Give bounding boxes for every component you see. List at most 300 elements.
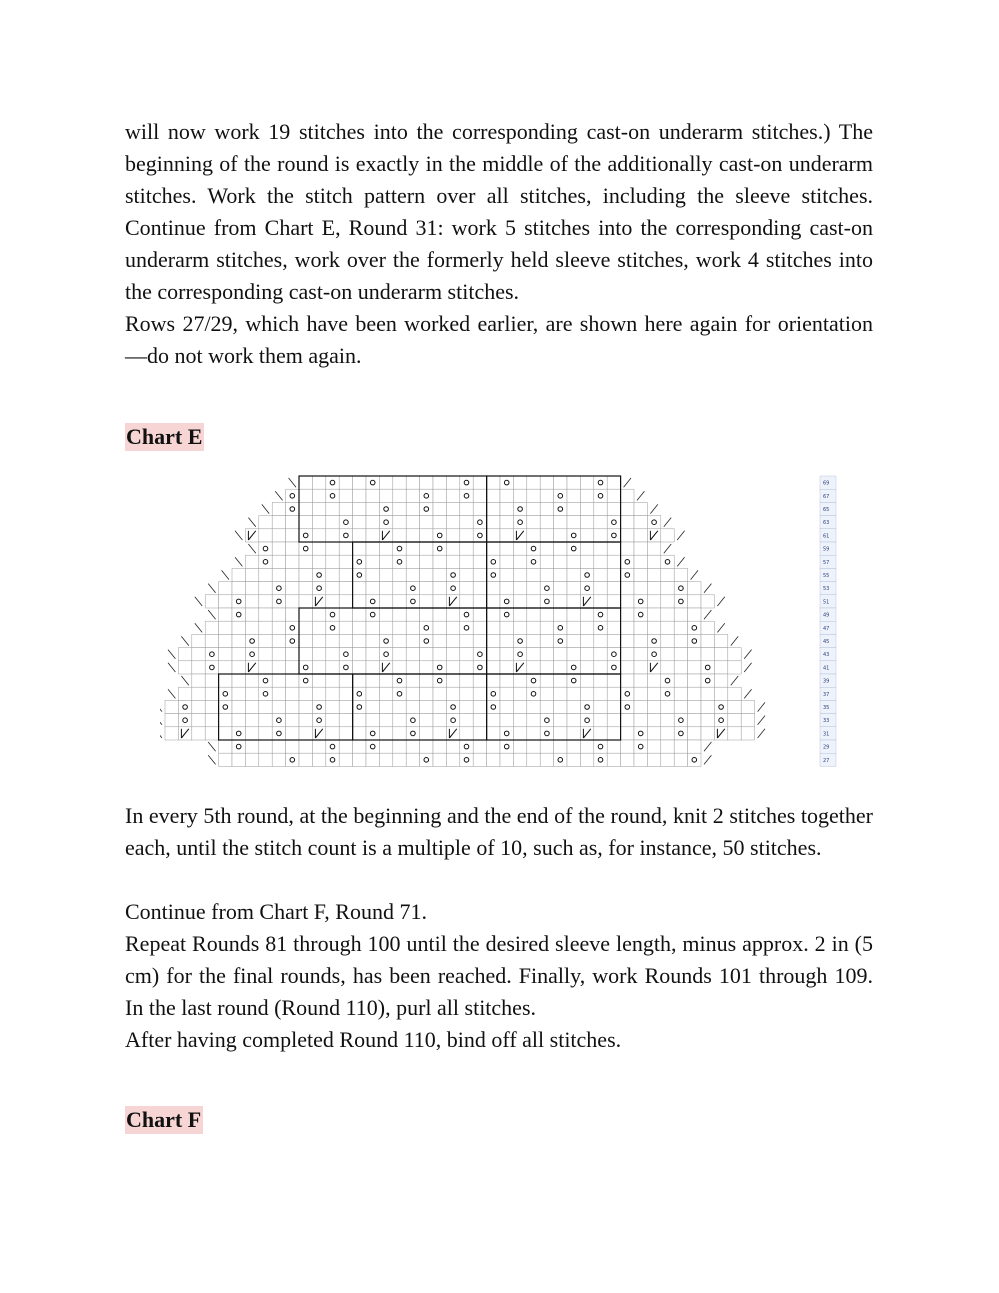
chart-cell <box>393 542 406 555</box>
chart-cell <box>607 687 620 700</box>
chart-cell <box>272 634 285 647</box>
chart-cell <box>205 727 218 740</box>
chart-cell <box>366 753 379 766</box>
chart-cell <box>500 687 513 700</box>
chart-cell <box>634 700 647 713</box>
chart-cell <box>621 608 634 621</box>
chart-cell <box>460 621 473 634</box>
chart-cell <box>420 555 433 568</box>
chart-cell <box>527 502 540 515</box>
decrease-symbol <box>704 742 711 751</box>
chart-cell <box>299 687 312 700</box>
chart-cell <box>312 542 325 555</box>
chart-cell <box>527 621 540 634</box>
chart-cell <box>554 714 567 727</box>
chart-cell <box>714 714 727 727</box>
chart-cell <box>540 687 553 700</box>
chart-cell <box>420 568 433 581</box>
chart-cell <box>621 582 634 595</box>
chart-cell <box>299 634 312 647</box>
chart-cell <box>688 595 701 608</box>
chart-cell <box>661 714 674 727</box>
chart-cell <box>741 714 754 727</box>
chart-cell <box>728 700 741 713</box>
chart-cell <box>326 661 339 674</box>
chart-cell <box>286 661 299 674</box>
chart-cell <box>339 568 352 581</box>
chart-cell <box>714 700 727 713</box>
round-number: 59 <box>823 546 830 553</box>
chart-cell <box>393 753 406 766</box>
chart-cell <box>272 502 285 515</box>
chart-cell <box>607 714 620 727</box>
round-number: 39 <box>823 678 830 685</box>
chart-cell <box>433 700 446 713</box>
chart-cell <box>540 555 553 568</box>
chart-cell <box>339 621 352 634</box>
chart-cell <box>701 687 714 700</box>
chart-cell <box>353 582 366 595</box>
chart-cell <box>406 529 419 542</box>
chart-cell <box>701 621 714 634</box>
chart-cell <box>567 727 580 740</box>
chart-cell <box>460 476 473 489</box>
chart-cell <box>192 714 205 727</box>
chart-cell <box>647 582 660 595</box>
chart-cell <box>339 700 352 713</box>
chart-cell <box>232 621 245 634</box>
chart-cell <box>259 700 272 713</box>
decrease-symbol <box>160 716 162 725</box>
chart-cell <box>728 714 741 727</box>
chart-cell <box>326 502 339 515</box>
chart-cell <box>580 753 593 766</box>
chart-cell <box>446 542 459 555</box>
chart-cell <box>500 502 513 515</box>
chart-cell <box>714 661 727 674</box>
chart-cell <box>420 608 433 621</box>
chart-cell <box>393 621 406 634</box>
chart-cell <box>326 621 339 634</box>
chart-cell <box>286 555 299 568</box>
chart-cell <box>178 714 191 727</box>
chart-cell <box>554 687 567 700</box>
chart-cell <box>393 674 406 687</box>
chart-cell <box>647 700 660 713</box>
chart-cell <box>714 687 727 700</box>
chart-cell <box>554 476 567 489</box>
chart-cell <box>540 661 553 674</box>
chart-cell <box>339 714 352 727</box>
chart-cell <box>272 648 285 661</box>
chart-cell <box>607 648 620 661</box>
chart-cell <box>487 516 500 529</box>
chart-cell <box>178 687 191 700</box>
chart-cell <box>406 674 419 687</box>
chart-cell <box>540 608 553 621</box>
chart-cell <box>661 595 674 608</box>
chart-cell <box>540 740 553 753</box>
decrease-symbol <box>691 570 698 579</box>
chart-cell <box>286 529 299 542</box>
chart-cell <box>674 727 687 740</box>
chart-cell <box>259 661 272 674</box>
chart-cell <box>272 608 285 621</box>
chart-cell <box>366 608 379 621</box>
chart-cell <box>379 476 392 489</box>
chart-cell <box>219 700 232 713</box>
chart-cell <box>674 700 687 713</box>
chart-cell <box>460 529 473 542</box>
decrease-symbol <box>275 491 282 500</box>
chart-cell <box>232 740 245 753</box>
chart-cell <box>701 634 714 647</box>
chart-cell <box>339 529 352 542</box>
chart-cell <box>326 753 339 766</box>
chart-cell <box>259 714 272 727</box>
chart-cell <box>205 714 218 727</box>
decrease-symbol <box>181 636 188 645</box>
chart-cell <box>192 661 205 674</box>
chart-cell <box>420 476 433 489</box>
round-number: 35 <box>823 705 830 711</box>
chart-cell <box>540 529 553 542</box>
chart-cell <box>661 753 674 766</box>
chart-cell <box>433 568 446 581</box>
chart-cell <box>567 608 580 621</box>
chart-cell <box>728 661 741 674</box>
chart-cell <box>286 648 299 661</box>
chart-cell <box>500 700 513 713</box>
chart-cell <box>299 661 312 674</box>
chart-e-grid <box>160 472 850 772</box>
chart-cell <box>393 555 406 568</box>
chart-cell <box>554 727 567 740</box>
chart-cell <box>647 753 660 766</box>
chart-cell <box>661 608 674 621</box>
chart-cell <box>299 621 312 634</box>
chart-cell <box>420 740 433 753</box>
chart-cell <box>299 648 312 661</box>
chart-cell <box>607 568 620 581</box>
chart-cell <box>339 502 352 515</box>
chart-cell <box>312 621 325 634</box>
chart-cell <box>205 700 218 713</box>
chart-cell <box>621 489 634 502</box>
chart-cell <box>567 555 580 568</box>
chart-cell <box>513 687 526 700</box>
chart-cell <box>674 608 687 621</box>
chart-cell <box>353 476 366 489</box>
chart-cell <box>393 595 406 608</box>
chart-cell <box>487 568 500 581</box>
chart-cell <box>674 582 687 595</box>
chart-cell <box>688 634 701 647</box>
chart-cell <box>326 582 339 595</box>
chart-cell <box>527 608 540 621</box>
chart-cell <box>379 727 392 740</box>
paragraph-bind-off: After having completed Round 110, bind off all stitches. <box>125 1027 622 1052</box>
chart-cell <box>326 674 339 687</box>
chart-cell <box>299 582 312 595</box>
chart-cell <box>460 753 473 766</box>
chart-cell <box>326 489 339 502</box>
chart-cell <box>219 595 232 608</box>
chart-cell <box>192 674 205 687</box>
chart-cell <box>299 568 312 581</box>
chart-cell <box>272 727 285 740</box>
chart-cell <box>674 740 687 753</box>
decrease-symbol <box>704 755 711 764</box>
chart-cell <box>312 714 325 727</box>
chart-cell <box>500 674 513 687</box>
decrease-symbol <box>758 729 765 738</box>
chart-cell <box>540 542 553 555</box>
chart-cell <box>487 687 500 700</box>
chart-cell <box>393 529 406 542</box>
chart-cell <box>433 595 446 608</box>
decrease-symbol <box>195 623 202 632</box>
chart-cell <box>205 687 218 700</box>
chart-cell <box>406 542 419 555</box>
chart-cell <box>433 634 446 647</box>
chart-cell <box>312 674 325 687</box>
chart-cell <box>661 700 674 713</box>
chart-cell <box>487 555 500 568</box>
chart-cell <box>232 674 245 687</box>
chart-cell <box>353 727 366 740</box>
chart-cell <box>527 687 540 700</box>
chart-cell <box>688 740 701 753</box>
chart-cell <box>219 634 232 647</box>
chart-cell <box>487 674 500 687</box>
chart-cell <box>554 674 567 687</box>
chart-cell <box>460 700 473 713</box>
chart-cell <box>621 621 634 634</box>
chart-cell <box>594 648 607 661</box>
chart-cell <box>500 753 513 766</box>
chart-cell <box>299 555 312 568</box>
chart-cell <box>607 634 620 647</box>
chart-cell <box>259 687 272 700</box>
chart-cell <box>379 608 392 621</box>
chart-cell <box>580 582 593 595</box>
chart-cell <box>634 516 647 529</box>
chart-cell <box>326 727 339 740</box>
chart-cell <box>245 674 258 687</box>
chart-cell <box>353 595 366 608</box>
chart-cell <box>245 621 258 634</box>
chart-cell <box>420 700 433 713</box>
chart-cell <box>259 674 272 687</box>
chart-cell <box>594 516 607 529</box>
chart-cell <box>379 489 392 502</box>
chart-cell <box>634 529 647 542</box>
chart-cell <box>487 502 500 515</box>
chart-cell <box>272 700 285 713</box>
chart-cell <box>540 568 553 581</box>
chart-cell <box>580 648 593 661</box>
chart-cell <box>527 661 540 674</box>
chart-cell <box>527 740 540 753</box>
chart-cell <box>527 542 540 555</box>
chart-cell <box>353 687 366 700</box>
chart-cell <box>473 595 486 608</box>
chart-cell <box>634 648 647 661</box>
chart-cell <box>406 595 419 608</box>
chart-cell <box>286 542 299 555</box>
chart-cell <box>232 714 245 727</box>
round-number: 67 <box>823 493 830 500</box>
chart-cell <box>420 687 433 700</box>
chart-cell <box>540 714 553 727</box>
chart-cell <box>567 621 580 634</box>
chart-cell <box>433 555 446 568</box>
chart-cell <box>312 700 325 713</box>
chart-cell <box>433 542 446 555</box>
chart-cell <box>259 634 272 647</box>
chart-cell <box>420 648 433 661</box>
chart-cell <box>299 753 312 766</box>
chart-cell <box>594 687 607 700</box>
chart-cell <box>366 595 379 608</box>
paragraph-continue-chart-f: Continue from Chart F, Round 71. <box>125 899 427 924</box>
round-number: 47 <box>823 625 830 632</box>
decrease-symbol <box>664 544 671 553</box>
chart-cell <box>393 516 406 529</box>
chart-cell <box>661 529 674 542</box>
chart-cell <box>272 529 285 542</box>
decrease-symbol <box>704 610 711 619</box>
chart-cell <box>554 582 567 595</box>
chart-cell <box>259 740 272 753</box>
chart-cell <box>580 674 593 687</box>
chart-cell <box>259 753 272 766</box>
chart-cell <box>406 502 419 515</box>
chart-cell <box>286 582 299 595</box>
decrease-symbol <box>704 584 711 593</box>
chart-cell <box>594 542 607 555</box>
chart-cell <box>607 608 620 621</box>
chart-cell <box>379 700 392 713</box>
chart-cell <box>232 648 245 661</box>
chart-cell <box>460 502 473 515</box>
chart-cell <box>473 529 486 542</box>
chart-cell <box>433 714 446 727</box>
chart-cell <box>192 727 205 740</box>
chart-cell <box>460 687 473 700</box>
chart-cell <box>674 648 687 661</box>
chart-cell <box>406 608 419 621</box>
chart-cell <box>366 674 379 687</box>
chart-cell <box>621 595 634 608</box>
chart-cell <box>554 608 567 621</box>
decrease-symbol <box>744 663 751 672</box>
chart-cell <box>607 542 620 555</box>
chart-cell <box>178 648 191 661</box>
chart-cell <box>326 595 339 608</box>
chart-cell <box>688 608 701 621</box>
chart-cell <box>312 740 325 753</box>
chart-cell <box>594 502 607 515</box>
chart-cell <box>540 502 553 515</box>
chart-cell <box>688 661 701 674</box>
chart-cell <box>326 700 339 713</box>
chart-cell <box>513 595 526 608</box>
chart-cell <box>326 542 339 555</box>
chart-cell <box>366 634 379 647</box>
chart-cell <box>245 714 258 727</box>
paragraph-decrease-instructions: In every 5th round, at the beginning and the end of the round, knit 2 stitches together each, until the stitch count is a multiple of 10, such as, for instance, 50 stitches. <box>125 803 873 860</box>
chart-cell <box>661 661 674 674</box>
chart-cell <box>554 661 567 674</box>
chart-cell <box>487 582 500 595</box>
chart-cell <box>272 753 285 766</box>
chart-cell <box>647 648 660 661</box>
chart-cell <box>379 516 392 529</box>
chart-cell <box>366 700 379 713</box>
chart-cell <box>366 476 379 489</box>
chart-cell <box>286 595 299 608</box>
chart-cell <box>232 727 245 740</box>
chart-cell <box>446 634 459 647</box>
decrease-symbol <box>624 478 631 487</box>
chart-cell <box>245 582 258 595</box>
chart-cell <box>232 700 245 713</box>
chart-cell <box>554 595 567 608</box>
chart-cell <box>741 727 754 740</box>
chart-cell <box>433 648 446 661</box>
chart-cell <box>245 608 258 621</box>
chart-cell <box>487 529 500 542</box>
chart-cell <box>674 568 687 581</box>
chart-cell <box>460 740 473 753</box>
chart-cell <box>259 621 272 634</box>
chart-cell <box>286 740 299 753</box>
chart-cell <box>259 529 272 542</box>
chart-cell <box>621 687 634 700</box>
chart-cell <box>420 595 433 608</box>
chart-cell <box>647 634 660 647</box>
round-number: 29 <box>823 744 830 751</box>
chart-cell <box>460 582 473 595</box>
chart-cell <box>219 582 232 595</box>
chart-cell <box>286 608 299 621</box>
chart-cell <box>500 727 513 740</box>
chart-cell <box>393 687 406 700</box>
chart-cell <box>446 582 459 595</box>
chart-cell <box>634 687 647 700</box>
chart-cell <box>460 555 473 568</box>
chart-cell <box>594 714 607 727</box>
chart-cell <box>299 714 312 727</box>
chart-cell <box>446 648 459 661</box>
chart-cell <box>219 687 232 700</box>
chart-cell <box>487 595 500 608</box>
chart-cell <box>661 621 674 634</box>
chart-cell <box>661 687 674 700</box>
chart-cell <box>379 687 392 700</box>
decrease-symbol <box>744 650 751 659</box>
chart-cell <box>527 700 540 713</box>
chart-cell <box>420 727 433 740</box>
chart-e <box>160 472 850 772</box>
chart-cell <box>299 516 312 529</box>
chart-cell <box>366 489 379 502</box>
chart-cell <box>460 661 473 674</box>
chart-cell <box>473 621 486 634</box>
chart-cell <box>607 661 620 674</box>
